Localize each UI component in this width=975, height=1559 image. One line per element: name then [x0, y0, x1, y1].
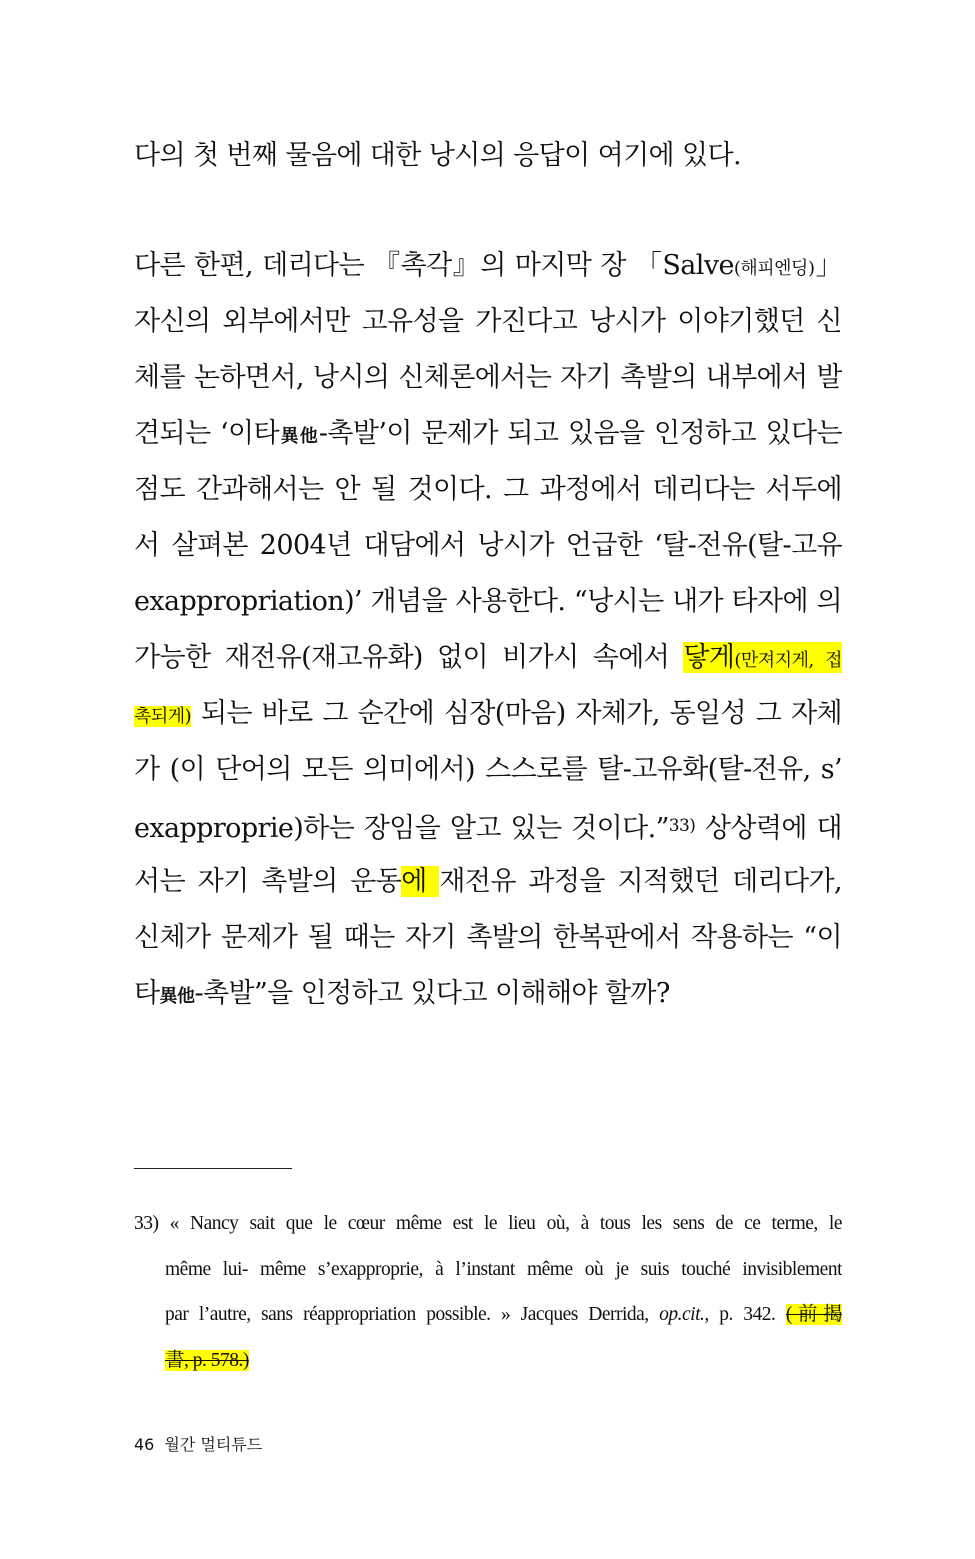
text-run: 서는 자기 촉발의 운동	[134, 866, 402, 897]
text-line: 자신의 외부에서만 고유성을 가진다고 낭시가 이야기했던 신	[134, 306, 842, 337]
text-run: 다른 한편, 데리다는 『촉각』의 마지막 장 「Salve	[134, 250, 734, 281]
footnote-divider	[134, 1168, 292, 1169]
text-run: 견되는 ‘이타	[134, 418, 279, 449]
text-line: 가 (이 단어의 모든 의미에서) 스스로를 탈-고유화(탈-전유, s’	[134, 754, 842, 785]
text-line: 다의 첫 번째 물음에 대한 낭시의 응답이 여기에 있다.	[134, 140, 741, 171]
footnote-line: même lui- même s’exapproprie, à l’instant même où je suis touché invisiblement	[165, 1259, 842, 1280]
hanja-gloss: 異他	[159, 986, 195, 1007]
text-run: 재전유 과정을 지적했던 데리다가,	[439, 866, 842, 897]
text-run: 타	[134, 978, 160, 1009]
footnote-reference[interactable]: 33)	[668, 816, 696, 836]
highlighted-text: 닿게(만져지게, 접	[683, 642, 842, 673]
subtitle-gloss: (해피엔딩)	[733, 258, 815, 279]
text-line: 서 살펴본 2004년 대담에서 낭시가 언급한 ‘탈-전유(탈-고유	[134, 530, 842, 561]
text-run: 되는 바로 그 순간에 심장(마음) 자체가, 동일성 그 자체	[191, 698, 842, 729]
text-run: 」	[814, 250, 842, 281]
text-line	[134, 246, 842, 286]
text-line	[134, 806, 842, 846]
text-run: par l’autre, sans réappropriation possible. » Jacques Derrida,	[165, 1304, 660, 1325]
text-run: 가능한 재전유(재고유화) 없이 비가시 속에서	[134, 642, 684, 673]
citation-italic: op.cit.	[659, 1304, 705, 1325]
text-line: 점도 간과해서는 안 될 것이다. 그 과정에서 데리다는 서두에	[134, 474, 842, 505]
text-run: -촉발’이 문제가 되고 있음을 인정하고 있다는	[318, 418, 842, 449]
text-line: exappropriation)’ 개념을 사용한다. “낭시는 내가 타자에 의	[134, 586, 842, 617]
text-line: 체를 논하면서, 낭시의 신체론에서는 자기 촉발의 내부에서 발	[134, 362, 842, 393]
text-run: , p. 342.	[704, 1304, 786, 1325]
text-line: 신체가 문제가 될 때는 자기 촉발의 한복판에서 작용하는 “이	[134, 922, 842, 953]
hanja-gloss: 異他	[279, 426, 319, 447]
publication-title: 월간 멀티튜드	[164, 1435, 263, 1454]
text-line	[134, 862, 842, 902]
text-line	[134, 694, 842, 734]
text-run: « Nancy sait que le cœur même est le lieu où, à tous les sens de ce terme, le	[169, 1213, 842, 1234]
footnote-line	[165, 1300, 842, 1330]
highlighted-text: 에	[401, 866, 440, 897]
text-line	[134, 414, 842, 454]
text-run: 상상력에 대	[704, 813, 842, 844]
footnote-line	[134, 1209, 842, 1239]
page-footer	[134, 1434, 272, 1456]
highlighted-text: 촉되게)	[134, 706, 192, 727]
footnote-marker: 33)	[134, 1213, 159, 1234]
highlighted-struck-text: 書, p. 578.)	[165, 1350, 249, 1371]
text-line	[134, 974, 842, 1017]
text-line	[134, 638, 842, 678]
text-run: exapproprie)하는 장임을 알고 있는 것이다.”	[134, 813, 669, 844]
page-number: 46	[134, 1435, 155, 1454]
footnote-line	[165, 1346, 875, 1376]
text-run: -촉발”을 인정하고 있다고 이해해야 할까?	[194, 978, 670, 1009]
highlighted-struck-text: (前揭	[785, 1304, 842, 1325]
